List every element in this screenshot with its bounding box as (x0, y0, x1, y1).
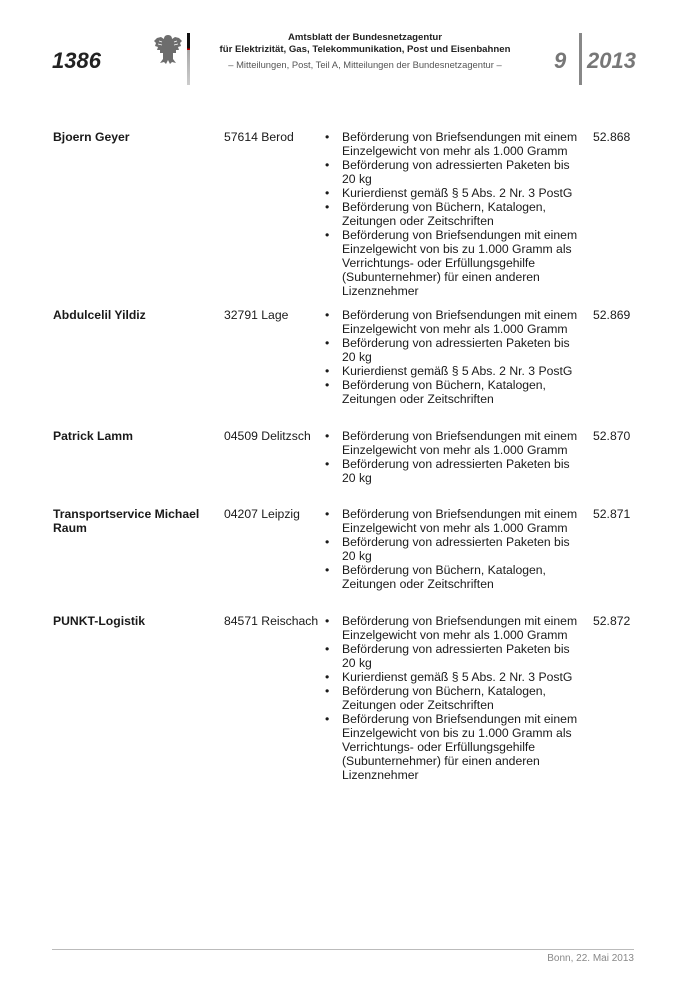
license-number: 52.871 (593, 507, 631, 521)
service-item (325, 378, 585, 406)
header-divider-right (579, 33, 582, 85)
bullet-icon: • (325, 308, 330, 322)
service-item (325, 712, 585, 782)
service-text: Kurierdienst gemäß § 5 Abs. 2 Nr. 3 PostG (342, 670, 573, 684)
journal-title (200, 32, 530, 56)
service-text: Beförderung von Briefsendungen mit einem Einzelgewicht von mehr als 1.000 Gramm (342, 130, 578, 158)
licensee-place: 57614 Berod (224, 130, 294, 144)
service-text: Beförderung von Büchern, Katalogen, Zeitungen oder Zeitschriften (342, 378, 546, 406)
licensee-name: Bjoern Geyer (53, 130, 130, 144)
licensee-name: Patrick Lamm (53, 429, 133, 443)
bullet-icon: • (325, 563, 330, 577)
bullet-icon: • (325, 614, 330, 628)
journal-subtitle: – Mitteilungen, Post, Teil A, Mitteilungen der Bundesnetzagentur – (228, 59, 502, 70)
service-item (325, 670, 585, 684)
service-text: Beförderung von Briefsendungen mit einem Einzelgewicht von bis zu 1.000 Gramm als Verrichtungs- oder Erfüllungsgehilfe (Subunternehmer) für einen anderen Lizenznehmer (342, 712, 578, 782)
license-number: 52.869 (593, 308, 631, 322)
bullet-icon: • (325, 378, 330, 392)
license-number: 52.868 (593, 130, 631, 144)
service-text: Beförderung von adressierten Paketen bis 20 kg (342, 336, 570, 364)
licensee-name: Abdulcelil Yildiz (53, 308, 146, 322)
bullet-icon: • (325, 712, 330, 726)
issue-year: 2013 (587, 48, 636, 73)
service-list (325, 429, 585, 485)
service-text: Beförderung von Briefsendungen mit einem Einzelgewicht von mehr als 1.000 Gramm (342, 614, 578, 642)
service-text: Beförderung von adressierten Paketen bis 20 kg (342, 535, 570, 563)
bullet-icon: • (325, 200, 330, 214)
federal-eagle-icon (152, 32, 184, 66)
service-item (325, 158, 585, 186)
bullet-icon: • (325, 684, 330, 698)
bullet-icon: • (325, 336, 330, 350)
licensee-name: PUNKT-Logistik (53, 614, 146, 628)
bullet-icon: • (325, 457, 330, 471)
footer-divider (52, 949, 634, 950)
service-list (325, 614, 585, 782)
service-item (325, 186, 585, 200)
licensee-place: 04207 Leipzig (224, 507, 300, 521)
bullet-icon: • (325, 364, 330, 378)
service-text: Beförderung von adressierten Paketen bis 20 kg (342, 158, 570, 186)
service-item (325, 308, 585, 336)
bullet-icon: • (325, 228, 330, 242)
service-text: Beförderung von Briefsendungen mit einem Einzelgewicht von mehr als 1.000 Gramm (342, 429, 578, 457)
service-item (325, 535, 585, 563)
service-item (325, 614, 585, 642)
licensee-place: 32791 Lage (224, 308, 289, 322)
service-text: Beförderung von Briefsendungen mit einem Einzelgewicht von mehr als 1.000 Gramm (342, 308, 578, 336)
bullet-icon: • (325, 130, 330, 144)
bullet-icon: • (325, 186, 330, 200)
license-number: 52.870 (593, 429, 631, 443)
issue-number: 9 (554, 48, 567, 73)
service-list (325, 507, 585, 591)
service-item (325, 130, 585, 158)
service-text: Beförderung von Briefsendungen mit einem Einzelgewicht von bis zu 1.000 Gramm als Verrichtungs- oder Erfüllungsgehilfe (Subunternehmer) für einen anderen Lizenznehmer (342, 228, 578, 298)
service-item (325, 642, 585, 670)
bullet-icon: • (325, 429, 330, 443)
bullet-icon: • (325, 670, 330, 684)
licensee-name: Transportservice Michael Raum (53, 507, 200, 535)
service-item (325, 200, 585, 228)
journal-title-line1: Amtsblatt der Bundesnetzagentur (287, 32, 443, 43)
service-item (325, 336, 585, 364)
service-text: Beförderung von Büchern, Katalogen, Zeitungen oder Zeitschriften (342, 200, 546, 228)
service-item (325, 364, 585, 378)
service-item (325, 457, 585, 485)
page-number: 1386 (52, 48, 101, 73)
journal-title-line2: für Elektrizität, Gas, Telekommunikation, Post und Eisenbahnen (219, 44, 511, 55)
service-text: Beförderung von Büchern, Katalogen, Zeitungen oder Zeitschriften (342, 563, 546, 591)
service-text: Beförderung von adressierten Paketen bis 20 kg (342, 642, 570, 670)
footer-date: Bonn, 22. Mai 2013 (547, 953, 634, 964)
license-number: 52.872 (593, 614, 631, 628)
service-item (325, 684, 585, 712)
service-text: Beförderung von Briefsendungen mit einem Einzelgewicht von mehr als 1.000 Gramm (342, 507, 578, 535)
service-list (325, 308, 585, 406)
page-header (0, 0, 700, 100)
service-item (325, 507, 585, 535)
service-item (325, 228, 585, 298)
bullet-icon: • (325, 158, 330, 172)
bullet-icon: • (325, 642, 330, 656)
service-text: Beförderung von Büchern, Katalogen, Zeitungen oder Zeitschriften (342, 684, 546, 712)
bullet-icon: • (325, 507, 330, 521)
service-item (325, 563, 585, 591)
service-list (325, 130, 585, 298)
service-text: Kurierdienst gemäß § 5 Abs. 2 Nr. 3 PostG (342, 186, 573, 200)
licensee-place: 04509 Delitzsch (224, 429, 311, 443)
service-item (325, 429, 585, 457)
service-text: Kurierdienst gemäß § 5 Abs. 2 Nr. 3 PostG (342, 364, 573, 378)
service-text: Beförderung von adressierten Paketen bis 20 kg (342, 457, 570, 485)
licensee-place: 84571 Reischach (224, 614, 319, 628)
header-divider-left (187, 33, 190, 85)
bullet-icon: • (325, 535, 330, 549)
